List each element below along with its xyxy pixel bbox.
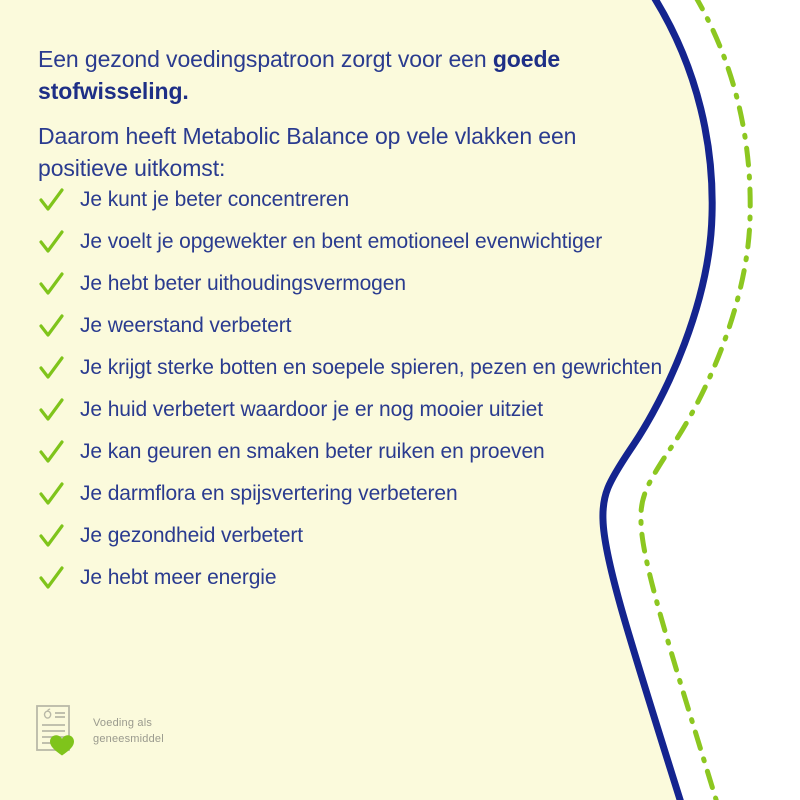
list-item xyxy=(38,185,738,214)
subheading: Daarom heeft Metabolic Balance op vele vlakken een positieve uitkomst: xyxy=(38,123,577,181)
list-item xyxy=(38,563,738,592)
list-item xyxy=(38,353,738,382)
list-item xyxy=(38,227,738,256)
headline-bold: goede stofwisseling. xyxy=(38,46,561,104)
list-item-label: Je kan geuren en smaken beter ruiken en proeven xyxy=(80,440,545,463)
document-with-heart-icon xyxy=(33,703,85,759)
headline-plain: Een gezond voedingspatroon zorgt voor een xyxy=(38,46,493,72)
list-item xyxy=(38,479,738,508)
logo-tagline-line2: geneesmiddel xyxy=(93,733,164,745)
list-item-label: Je hebt beter uithoudingsvermogen xyxy=(80,272,406,295)
check-icon xyxy=(38,396,64,424)
list-item-label: Je gezondheid verbetert xyxy=(80,524,304,547)
check-icon xyxy=(38,480,64,508)
list-item-label: Je hebt meer energie xyxy=(80,566,277,589)
check-icon xyxy=(38,228,64,256)
list-item xyxy=(38,311,738,340)
check-icon xyxy=(38,312,64,340)
list-item-label: Je voelt je opgewekter en bent emotioneel evenwichtiger xyxy=(80,230,603,253)
list-item xyxy=(38,521,738,550)
list-item xyxy=(38,395,738,424)
list-item xyxy=(38,269,738,298)
page-title xyxy=(38,43,618,107)
list-item-label: Je krijgt sterke botten en soepele spieren, pezen en gewrichten xyxy=(80,356,663,379)
check-icon xyxy=(38,438,64,466)
logo-tagline-line1: Voeding als xyxy=(93,717,153,729)
check-icon xyxy=(38,186,64,214)
brand-logo xyxy=(33,703,164,759)
check-icon xyxy=(38,354,64,382)
list-item-label: Je darmflora en spijsvertering verbeteren xyxy=(80,482,458,505)
list-item-label: Je kunt je beter concentreren xyxy=(80,188,350,211)
check-icon xyxy=(38,270,64,298)
check-icon xyxy=(38,522,64,550)
list-item-label: Je weerstand verbetert xyxy=(80,314,292,337)
check-icon xyxy=(38,564,64,592)
logo-tagline xyxy=(93,715,164,747)
list-item xyxy=(38,437,738,466)
benefits-list xyxy=(38,185,738,605)
list-item-label: Je huid verbetert waardoor je er nog mooier uitziet xyxy=(80,398,543,421)
